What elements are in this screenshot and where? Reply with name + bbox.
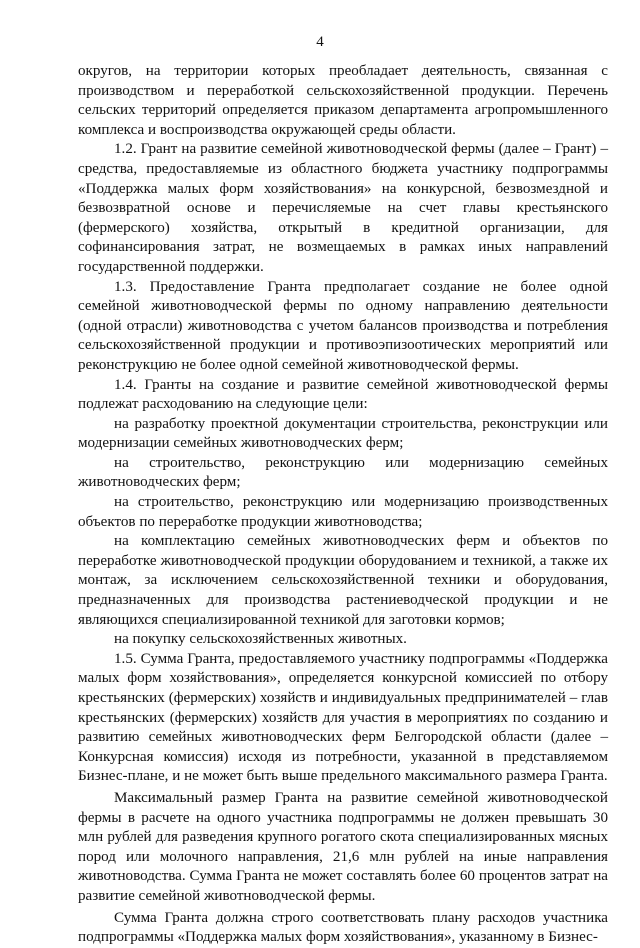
page-number: 4 <box>316 34 324 50</box>
document-body <box>78 62 608 948</box>
paragraph: на разработку проектной документации строительства, реконструкции или модернизации семейных животноводческих ферм; <box>78 415 608 452</box>
paragraph: 1.5. Сумма Гранта, предоставляемого участнику подпрограммы «Поддержка малых форм хозяйствования», определяется конкурсной комиссией по отбору крестьянских (фермерских) хозяйств и индивидуальных предпринимателей – глав крестьянских (фермерских) хозяйств для участия в мероприятиях по созданию и развитию семейных животноводческих ферм Белгородской области (далее – Конкурсная комиссия) исходя из потребности, указанной в представляемом Бизнес-плане, и не может быть выше предельного максимального размера Гранта. <box>78 650 608 785</box>
paragraph: 1.4. Гранты на создание и развитие семейной животноводческой фермы подлежат расходованию на следующие цели: <box>78 376 608 413</box>
paragraph: Сумма Гранта должна строго соответствовать плану расходов участника подпрограммы «Поддержка малых форм хозяйствования», указанному в Бизнес- <box>78 909 608 946</box>
paragraph: на комплектацию семейных животноводческих ферм и объектов по переработке животноводческой продукции оборудованием и техникой, а также их монтаж, за исключением сельскохозяйственной техники и оборудования, предназначенных для производства растениеводческой продукции и не являющихся специализированной техникой для заготовки кормов; <box>78 533 608 628</box>
paragraph: на покупку сельскохозяйственных животных. <box>114 631 407 648</box>
paragraph: округов, на территории которых преобладает деятельность, связанная с производством и переработкой сельскохозяйственной продукции. Перечень сельских территорий определяется приказом департамента агропромышленного комплекса и воспроизводства окружающей среды области. <box>78 63 608 138</box>
paragraph: на строительство, реконструкцию или модернизацию семейных животноводческих ферм; <box>78 454 608 491</box>
paragraph: 1.3. Предоставление Гранта предполагает создание не более одной семейной животноводческой фермы по одному направлению деятельности (одной отрасли) животноводства с учетом балансов производства и потребления сельскохозяйственной продукции и противоэпизоотических мероприятий или реконструкцию не более одной семейной животноводческой фермы. <box>78 278 608 373</box>
paragraph: на строительство, реконструкцию или модернизацию производственных объектов по переработке продукции животноводства; <box>78 494 608 530</box>
paragraph: Максимальный размер Гранта на развитие семейной животноводческой фермы в расчете на одного участника подпрограммы не должен превышать 30 млн рублей для разведения крупного рогатого скота специализированных мясных пород или молочного направления, 21,6 млн рублей на иные направления животноводства. Сумма Гранта не может составлять более 60 процентов затрат на развитие семейной животноводческой фермы. <box>78 789 608 904</box>
paragraph: 1.2. Грант на развитие семейной животноводческой фермы (далее – Грант) – средства, предоставляемые из областного бюджета участнику подпрограммы «Поддержка малых форм хозяйствования» на конкурсной, безвозмездной и безвозвратной основе и перечисляемые на счет главы крестьянского (фермерского) хозяйства, открытый в кредитной организации, для софинансирования затрат, не возмещаемых в рамках иных направлений государственной поддержки. <box>78 141 608 275</box>
